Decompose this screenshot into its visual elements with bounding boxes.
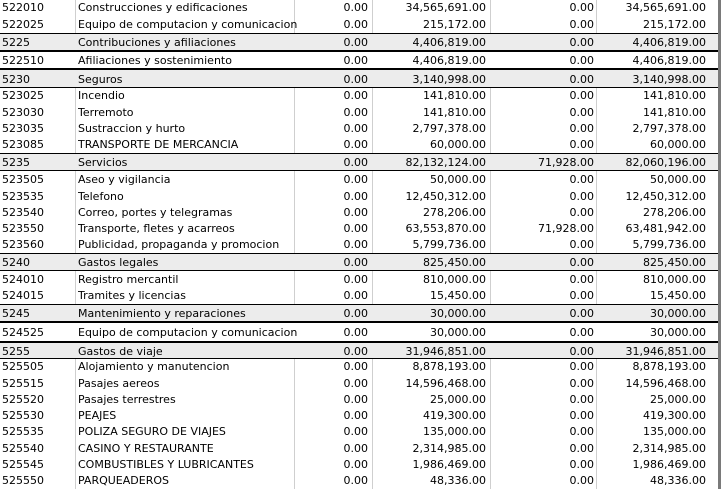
account-name-cell: COMBUSTIBLES Y LUBRICANTES xyxy=(78,458,254,471)
account-code-cell: 525535 xyxy=(2,425,44,438)
previous-balance-cell: 0.00 xyxy=(343,106,368,119)
account-code-cell: 524015 xyxy=(2,289,44,302)
debit-amount-cell: 3,140,998.00 xyxy=(412,73,486,86)
credit-amount-cell: 0.00 xyxy=(569,289,594,302)
previous-balance-cell: 0.00 xyxy=(343,289,368,302)
debit-amount-cell: 12,450,312.00 xyxy=(405,190,486,203)
table-row[interactable] xyxy=(0,121,718,137)
credit-amount-cell: 0.00 xyxy=(569,409,594,422)
table-row[interactable] xyxy=(0,359,718,375)
account-name-cell: Construcciones y edificaciones xyxy=(78,1,248,14)
debit-amount-cell: 141,810.00 xyxy=(423,89,486,102)
table-row[interactable] xyxy=(0,205,718,221)
previous-balance-cell: 0.00 xyxy=(343,173,368,186)
account-code-cell: 5235 xyxy=(2,156,30,169)
group-row[interactable] xyxy=(0,33,718,51)
previous-balance-cell: 0.00 xyxy=(343,442,368,455)
credit-amount-cell: 0.00 xyxy=(569,36,594,49)
account-name-cell: Contribuciones y afiliaciones xyxy=(78,36,236,49)
account-code-cell: 523550 xyxy=(2,222,44,235)
previous-balance-cell: 0.00 xyxy=(343,409,368,422)
new-balance-cell: 2,797,378.00 xyxy=(632,122,706,135)
previous-balance-cell: 0.00 xyxy=(343,156,368,169)
new-balance-cell: 15,450.00 xyxy=(650,289,706,302)
debit-amount-cell: 25,000.00 xyxy=(430,393,486,406)
account-name-cell: Transporte, fletes y acarreos xyxy=(78,222,235,235)
account-code-cell: 525545 xyxy=(2,458,44,471)
account-name-cell: PARQUEADEROS xyxy=(78,474,169,487)
account-code-cell: 522510 xyxy=(2,54,44,67)
credit-amount-cell: 71,928.00 xyxy=(538,156,594,169)
new-balance-cell: 141,810.00 xyxy=(643,89,706,102)
group-row[interactable] xyxy=(0,304,718,322)
credit-amount-cell: 0.00 xyxy=(569,442,594,455)
table-row[interactable] xyxy=(0,51,718,69)
previous-balance-cell: 0.00 xyxy=(343,206,368,219)
debit-amount-cell: 63,553,870.00 xyxy=(405,222,486,235)
credit-amount-cell: 0.00 xyxy=(569,89,594,102)
new-balance-cell: 1,986,469.00 xyxy=(632,458,706,471)
table-row[interactable] xyxy=(0,0,718,16)
previous-balance-cell: 0.00 xyxy=(343,360,368,373)
credit-amount-cell: 0.00 xyxy=(569,206,594,219)
account-code-cell: 523035 xyxy=(2,122,44,135)
previous-balance-cell: 0.00 xyxy=(343,222,368,235)
account-name-cell: POLIZA SEGURO DE VIAJES xyxy=(78,425,226,438)
account-code-cell: 5240 xyxy=(2,256,30,269)
account-name-cell: Correo, portes y telegramas xyxy=(78,206,233,219)
account-name-cell: Equipo de computacion y comunicacion xyxy=(78,18,298,31)
new-balance-cell: 60,000.00 xyxy=(650,138,706,151)
debit-amount-cell: 48,336.00 xyxy=(430,474,486,487)
debit-amount-cell: 825,450.00 xyxy=(423,256,486,269)
account-name-cell: Incendio xyxy=(78,89,125,102)
credit-amount-cell: 0.00 xyxy=(569,138,594,151)
account-name-cell: Registro mercantil xyxy=(78,273,179,286)
debit-amount-cell: 5,799,736.00 xyxy=(412,238,486,251)
previous-balance-cell: 0.00 xyxy=(343,18,368,31)
account-code-cell: 5255 xyxy=(2,345,30,358)
debit-amount-cell: 30,000.00 xyxy=(430,307,486,320)
table-row[interactable] xyxy=(0,271,718,288)
previous-balance-cell: 0.00 xyxy=(343,458,368,471)
table-row[interactable] xyxy=(0,375,718,392)
account-name-cell: Terremoto xyxy=(78,106,134,119)
account-name-cell: Servicios xyxy=(78,156,128,169)
previous-balance-cell: 0.00 xyxy=(343,1,368,14)
table-row[interactable] xyxy=(0,171,718,188)
account-code-cell: 5245 xyxy=(2,307,30,320)
account-code-cell: 524525 xyxy=(2,326,44,339)
new-balance-cell: 419,300.00 xyxy=(643,409,706,422)
group-row[interactable] xyxy=(0,69,718,88)
new-balance-cell: 5,799,736.00 xyxy=(632,238,706,251)
account-code-cell: 523085 xyxy=(2,138,44,151)
new-balance-cell: 30,000.00 xyxy=(650,326,706,339)
new-balance-cell: 141,810.00 xyxy=(643,106,706,119)
new-balance-cell: 31,946,851.00 xyxy=(625,345,706,358)
debit-amount-cell: 278,206.00 xyxy=(423,206,486,219)
previous-balance-cell: 0.00 xyxy=(343,54,368,67)
account-name-cell: Telefono xyxy=(78,190,124,203)
account-name-cell: PEAJES xyxy=(78,409,117,422)
credit-amount-cell: 0.00 xyxy=(569,273,594,286)
previous-balance-cell: 0.00 xyxy=(343,122,368,135)
table-row[interactable] xyxy=(0,137,718,153)
credit-amount-cell: 0.00 xyxy=(569,238,594,251)
table-row[interactable] xyxy=(0,188,718,205)
debit-amount-cell: 141,810.00 xyxy=(423,106,486,119)
debit-amount-cell: 60,000.00 xyxy=(430,138,486,151)
new-balance-cell: 63,481,942.00 xyxy=(625,222,706,235)
new-balance-cell: 135,000.00 xyxy=(643,425,706,438)
new-balance-cell: 48,336.00 xyxy=(650,474,706,487)
account-code-cell: 523560 xyxy=(2,238,44,251)
table-row[interactable] xyxy=(0,473,718,489)
credit-amount-cell: 0.00 xyxy=(569,377,594,390)
new-balance-cell: 14,596,468.00 xyxy=(625,377,706,390)
previous-balance-cell: 0.00 xyxy=(343,256,368,269)
account-name-cell: Afiliaciones y sostenimiento xyxy=(78,54,232,67)
debit-amount-cell: 135,000.00 xyxy=(423,425,486,438)
debit-amount-cell: 30,000.00 xyxy=(430,326,486,339)
previous-balance-cell: 0.00 xyxy=(343,89,368,102)
account-code-cell: 525530 xyxy=(2,409,44,422)
account-code-cell: 525540 xyxy=(2,442,44,455)
credit-amount-cell: 0.00 xyxy=(569,256,594,269)
table-row[interactable] xyxy=(0,104,718,121)
account-code-cell: 525515 xyxy=(2,377,44,390)
account-name-cell: Equipo de computacion y comunicacion xyxy=(78,326,298,339)
debit-amount-cell: 34,565,691.00 xyxy=(405,1,486,14)
credit-amount-cell: 0.00 xyxy=(569,54,594,67)
credit-amount-cell: 0.00 xyxy=(569,173,594,186)
credit-amount-cell: 0.00 xyxy=(569,190,594,203)
account-name-cell: Aseo y vigilancia xyxy=(78,173,171,186)
new-balance-cell: 810,000.00 xyxy=(643,273,706,286)
debit-amount-cell: 4,406,819.00 xyxy=(412,54,486,67)
table-row[interactable] xyxy=(0,221,718,237)
account-name-cell: TRANSPORTE DE MERCANCIA xyxy=(78,138,239,151)
new-balance-cell: 8,878,193.00 xyxy=(632,360,706,373)
account-name-cell: Seguros xyxy=(78,73,123,86)
new-balance-cell: 3,140,998.00 xyxy=(632,73,706,86)
previous-balance-cell: 0.00 xyxy=(343,73,368,86)
debit-amount-cell: 810,000.00 xyxy=(423,273,486,286)
new-balance-cell: 34,565,691.00 xyxy=(625,1,706,14)
account-code-cell: 523030 xyxy=(2,106,44,119)
credit-amount-cell: 0.00 xyxy=(569,458,594,471)
debit-amount-cell: 2,797,378.00 xyxy=(412,122,486,135)
group-row[interactable] xyxy=(0,253,718,271)
table-row[interactable] xyxy=(0,424,718,440)
previous-balance-cell: 0.00 xyxy=(343,307,368,320)
new-balance-cell: 825,450.00 xyxy=(643,256,706,269)
previous-balance-cell: 0.00 xyxy=(343,138,368,151)
account-code-cell: 523505 xyxy=(2,173,44,186)
table-row[interactable] xyxy=(0,322,718,342)
account-name-cell: Alojamiento y manutencion xyxy=(78,360,230,373)
account-name-cell: Mantenimiento y reparaciones xyxy=(78,307,246,320)
credit-amount-cell: 0.00 xyxy=(569,326,594,339)
previous-balance-cell: 0.00 xyxy=(343,326,368,339)
previous-balance-cell: 0.00 xyxy=(343,393,368,406)
account-code-cell: 525520 xyxy=(2,393,44,406)
new-balance-cell: 215,172.00 xyxy=(643,18,706,31)
account-code-cell: 523535 xyxy=(2,190,44,203)
credit-amount-cell: 0.00 xyxy=(569,106,594,119)
table-row[interactable] xyxy=(0,237,718,253)
credit-amount-cell: 0.00 xyxy=(569,360,594,373)
previous-balance-cell: 0.00 xyxy=(343,474,368,487)
debit-amount-cell: 2,314,985.00 xyxy=(412,442,486,455)
account-name-cell: CASINO Y RESTAURANTE xyxy=(78,442,214,455)
credit-amount-cell: 0.00 xyxy=(569,18,594,31)
new-balance-cell: 50,000.00 xyxy=(650,173,706,186)
credit-amount-cell: 0.00 xyxy=(569,474,594,487)
table-row[interactable] xyxy=(0,440,718,457)
credit-amount-cell: 0.00 xyxy=(569,122,594,135)
account-code-cell: 5225 xyxy=(2,36,30,49)
account-code-cell: 525550 xyxy=(2,474,44,487)
account-name-cell: Tramites y licencias xyxy=(78,289,186,302)
group-row[interactable] xyxy=(0,342,718,359)
account-code-cell: 522025 xyxy=(2,18,44,31)
account-name-cell: Gastos legales xyxy=(78,256,159,269)
account-name-cell: Sustraccion y hurto xyxy=(78,122,186,135)
account-code-cell: 523540 xyxy=(2,206,44,219)
previous-balance-cell: 0.00 xyxy=(343,377,368,390)
previous-balance-cell: 0.00 xyxy=(343,190,368,203)
account-code-cell: 525505 xyxy=(2,360,44,373)
group-row[interactable] xyxy=(0,153,718,171)
new-balance-cell: 4,406,819.00 xyxy=(632,36,706,49)
debit-amount-cell: 15,450.00 xyxy=(430,289,486,302)
new-balance-cell: 2,314,985.00 xyxy=(632,442,706,455)
new-balance-cell: 25,000.00 xyxy=(650,393,706,406)
table-row[interactable] xyxy=(0,88,718,104)
account-name-cell: Publicidad, propaganda y promocion xyxy=(78,238,280,251)
debit-amount-cell: 1,986,469.00 xyxy=(412,458,486,471)
account-code-cell: 523025 xyxy=(2,89,44,102)
new-balance-cell: 12,450,312.00 xyxy=(625,190,706,203)
table-row[interactable] xyxy=(0,457,718,473)
table-row[interactable] xyxy=(0,392,718,408)
previous-balance-cell: 0.00 xyxy=(343,345,368,358)
debit-amount-cell: 8,878,193.00 xyxy=(412,360,486,373)
previous-balance-cell: 0.00 xyxy=(343,273,368,286)
new-balance-cell: 30,000.00 xyxy=(650,307,706,320)
account-name-cell: Gastos de viaje xyxy=(78,345,163,358)
debit-amount-cell: 215,172.00 xyxy=(423,18,486,31)
credit-amount-cell: 0.00 xyxy=(569,73,594,86)
debit-amount-cell: 82,132,124.00 xyxy=(405,156,486,169)
account-name-cell: Pasajes aereos xyxy=(78,377,160,390)
debit-amount-cell: 4,406,819.00 xyxy=(412,36,486,49)
credit-amount-cell: 0.00 xyxy=(569,1,594,14)
previous-balance-cell: 0.00 xyxy=(343,238,368,251)
credit-amount-cell: 0.00 xyxy=(569,425,594,438)
debit-amount-cell: 14,596,468.00 xyxy=(405,377,486,390)
account-name-cell: Pasajes terrestres xyxy=(78,393,176,406)
account-code-cell: 5230 xyxy=(2,73,30,86)
account-code-cell: 524010 xyxy=(2,273,44,286)
credit-amount-cell: 0.00 xyxy=(569,393,594,406)
credit-amount-cell: 0.00 xyxy=(569,307,594,320)
previous-balance-cell: 0.00 xyxy=(343,36,368,49)
new-balance-cell: 4,406,819.00 xyxy=(632,54,706,67)
credit-amount-cell: 0.00 xyxy=(569,345,594,358)
new-balance-cell: 82,060,196.00 xyxy=(625,156,706,169)
account-code-cell: 522010 xyxy=(2,1,44,14)
debit-amount-cell: 31,946,851.00 xyxy=(405,345,486,358)
previous-balance-cell: 0.00 xyxy=(343,425,368,438)
table-row[interactable] xyxy=(0,16,718,33)
new-balance-cell: 278,206.00 xyxy=(643,206,706,219)
credit-amount-cell: 71,928.00 xyxy=(538,222,594,235)
table-row[interactable] xyxy=(0,408,718,424)
table-row[interactable] xyxy=(0,288,718,304)
debit-amount-cell: 419,300.00 xyxy=(423,409,486,422)
debit-amount-cell: 50,000.00 xyxy=(430,173,486,186)
